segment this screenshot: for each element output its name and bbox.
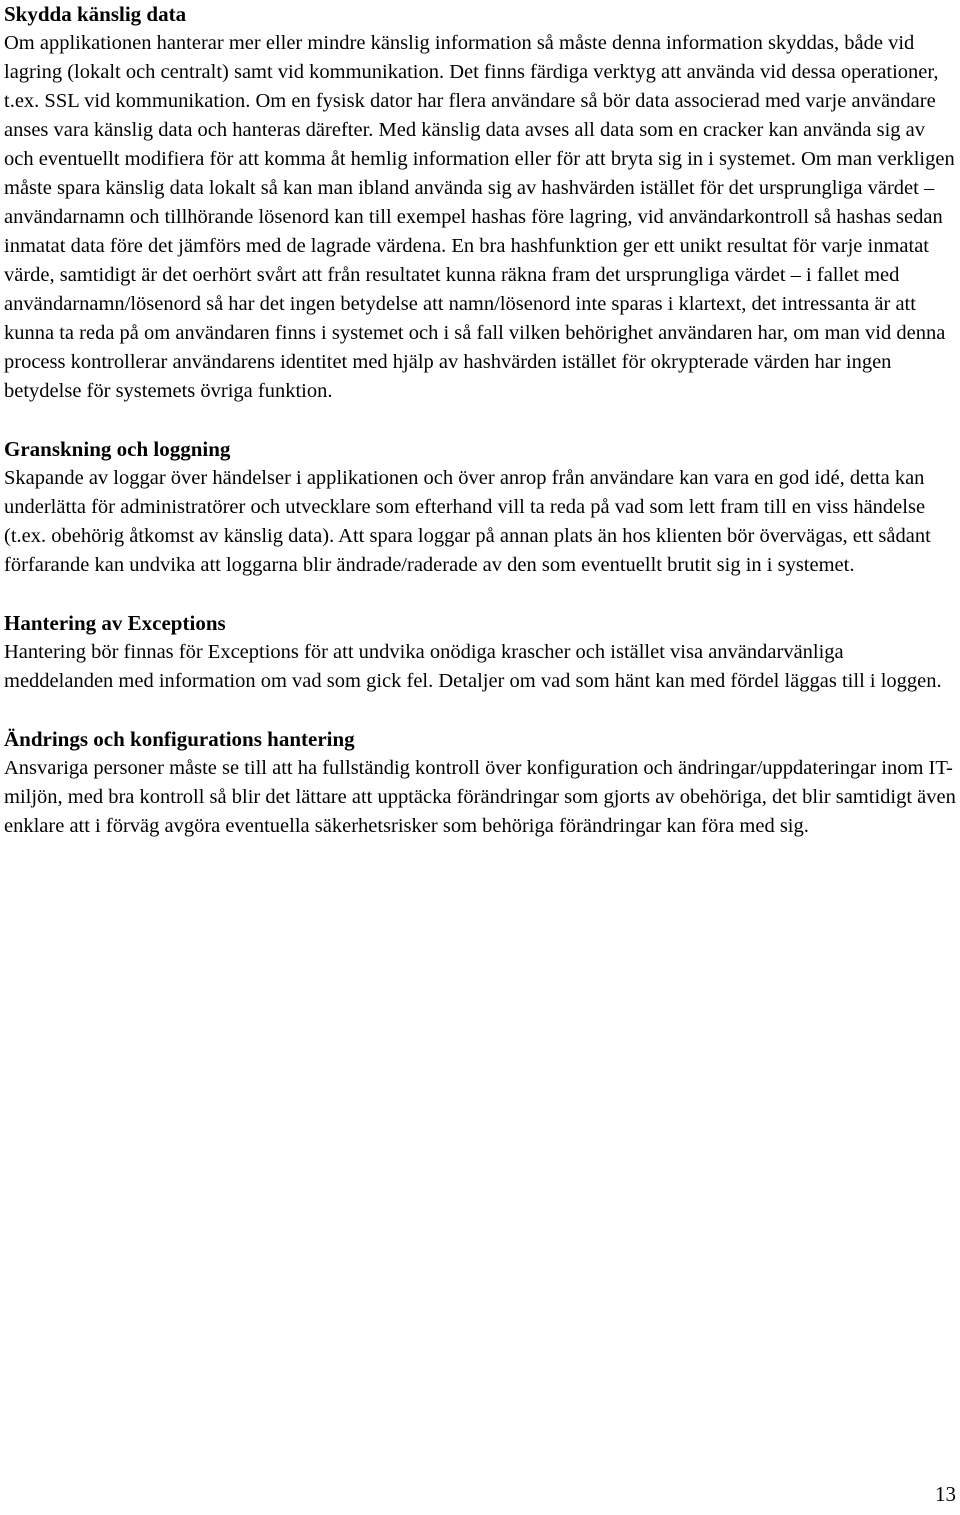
section-heading: Hantering av Exceptions bbox=[4, 611, 226, 635]
section-paragraph: Om applikationen hanterar mer eller mindre känslig information så måste denna information skyddas, både vid lagring (lokalt och centralt) samt vid kommunikation. Det finns färdiga verktyg att använda vid dessa operationer, t.ex. SSL vid kommunikation. Om en fysisk dator har flera användare så bör data associerad med varje användare anses vara känslig data och hanteras därefter. Med känslig data avses all data som en cracker kan använda sig av och eventuellt modifiera för att komma åt hemlig information eller för att bryta sig in i systemet. Om man verkligen måste spara känslig data lokalt så kan man ibland använda sig av hashvärden istället för det ursprungliga värdet – användarnamn och tillhörande lösenord kan till exempel hashas före lagring, vid användarkontroll så hashas sedan inmatat data före det jämförs med de lagrade värdena. En bra hashfunktion ger ett unikt resultat för varje inmatat värde, samtidigt är det oerhört svårt att från resultatet kunna räkna fram det ursprungliga värdet – i fallet med användarnamn/lösenord så har det ingen betydelse att namn/lösenord inte sparas i klartext, det intressanta är att kunna ta reda på om användaren finns i systemet och i så fall vilken behörighet användaren har, om man vid denna process kontrollerar användarens identitet med hjälp av hashvärden istället för okrypterade värden har ingen betydelse för systemets övriga funktion. bbox=[4, 32, 955, 402]
page-number: 13 bbox=[935, 1482, 956, 1506]
section-spacer bbox=[4, 580, 956, 609]
section-hantering-av-exceptions bbox=[4, 609, 956, 696]
section-spacer bbox=[4, 406, 956, 435]
section-heading: Ändrings och konfigurations hantering bbox=[4, 727, 355, 751]
section-paragraph: Ansvariga personer måste se till att ha fullständig kontroll över konfiguration och ändringar/uppdateringar inom IT-miljön, med bra kontroll så blir det lättare att upptäcka förändringar som gjorts av obehöriga, det blir samtidigt även enklare att i förväg avgöra eventuella säkerhetsrisker som behöriga förändringar kan föra med sig. bbox=[4, 757, 956, 837]
section-skydda-kanslig-data bbox=[4, 0, 956, 406]
section-andrings-och-konfigurations-hantering bbox=[4, 725, 956, 841]
section-heading: Skydda känslig data bbox=[4, 2, 187, 26]
document-page bbox=[4, 0, 956, 841]
section-spacer bbox=[4, 696, 956, 725]
section-paragraph: Hantering bör finnas för Exceptions för att undvika onödiga krascher och istället visa användarvänliga meddelanden med information om vad som gick fel. Detaljer om vad som hänt kan med fördel läggas till i loggen. bbox=[4, 641, 942, 692]
section-granskning-och-loggning bbox=[4, 435, 956, 580]
section-heading: Granskning och loggning bbox=[4, 437, 231, 461]
section-paragraph: Skapande av loggar över händelser i applikationen och över anrop från användare kan vara en god idé, detta kan underlätta för administratörer och utvecklare som efterhand vill ta reda på vad som lett fram till en viss händelse (t.ex. obehörig åtkomst av känslig data). Att spara loggar på annan plats än hos klienten bör övervägas, ett sådant förfarande kan undvika att loggarna blir ändrade/raderade av den som eventuellt brutit sig in i systemet. bbox=[4, 467, 931, 576]
